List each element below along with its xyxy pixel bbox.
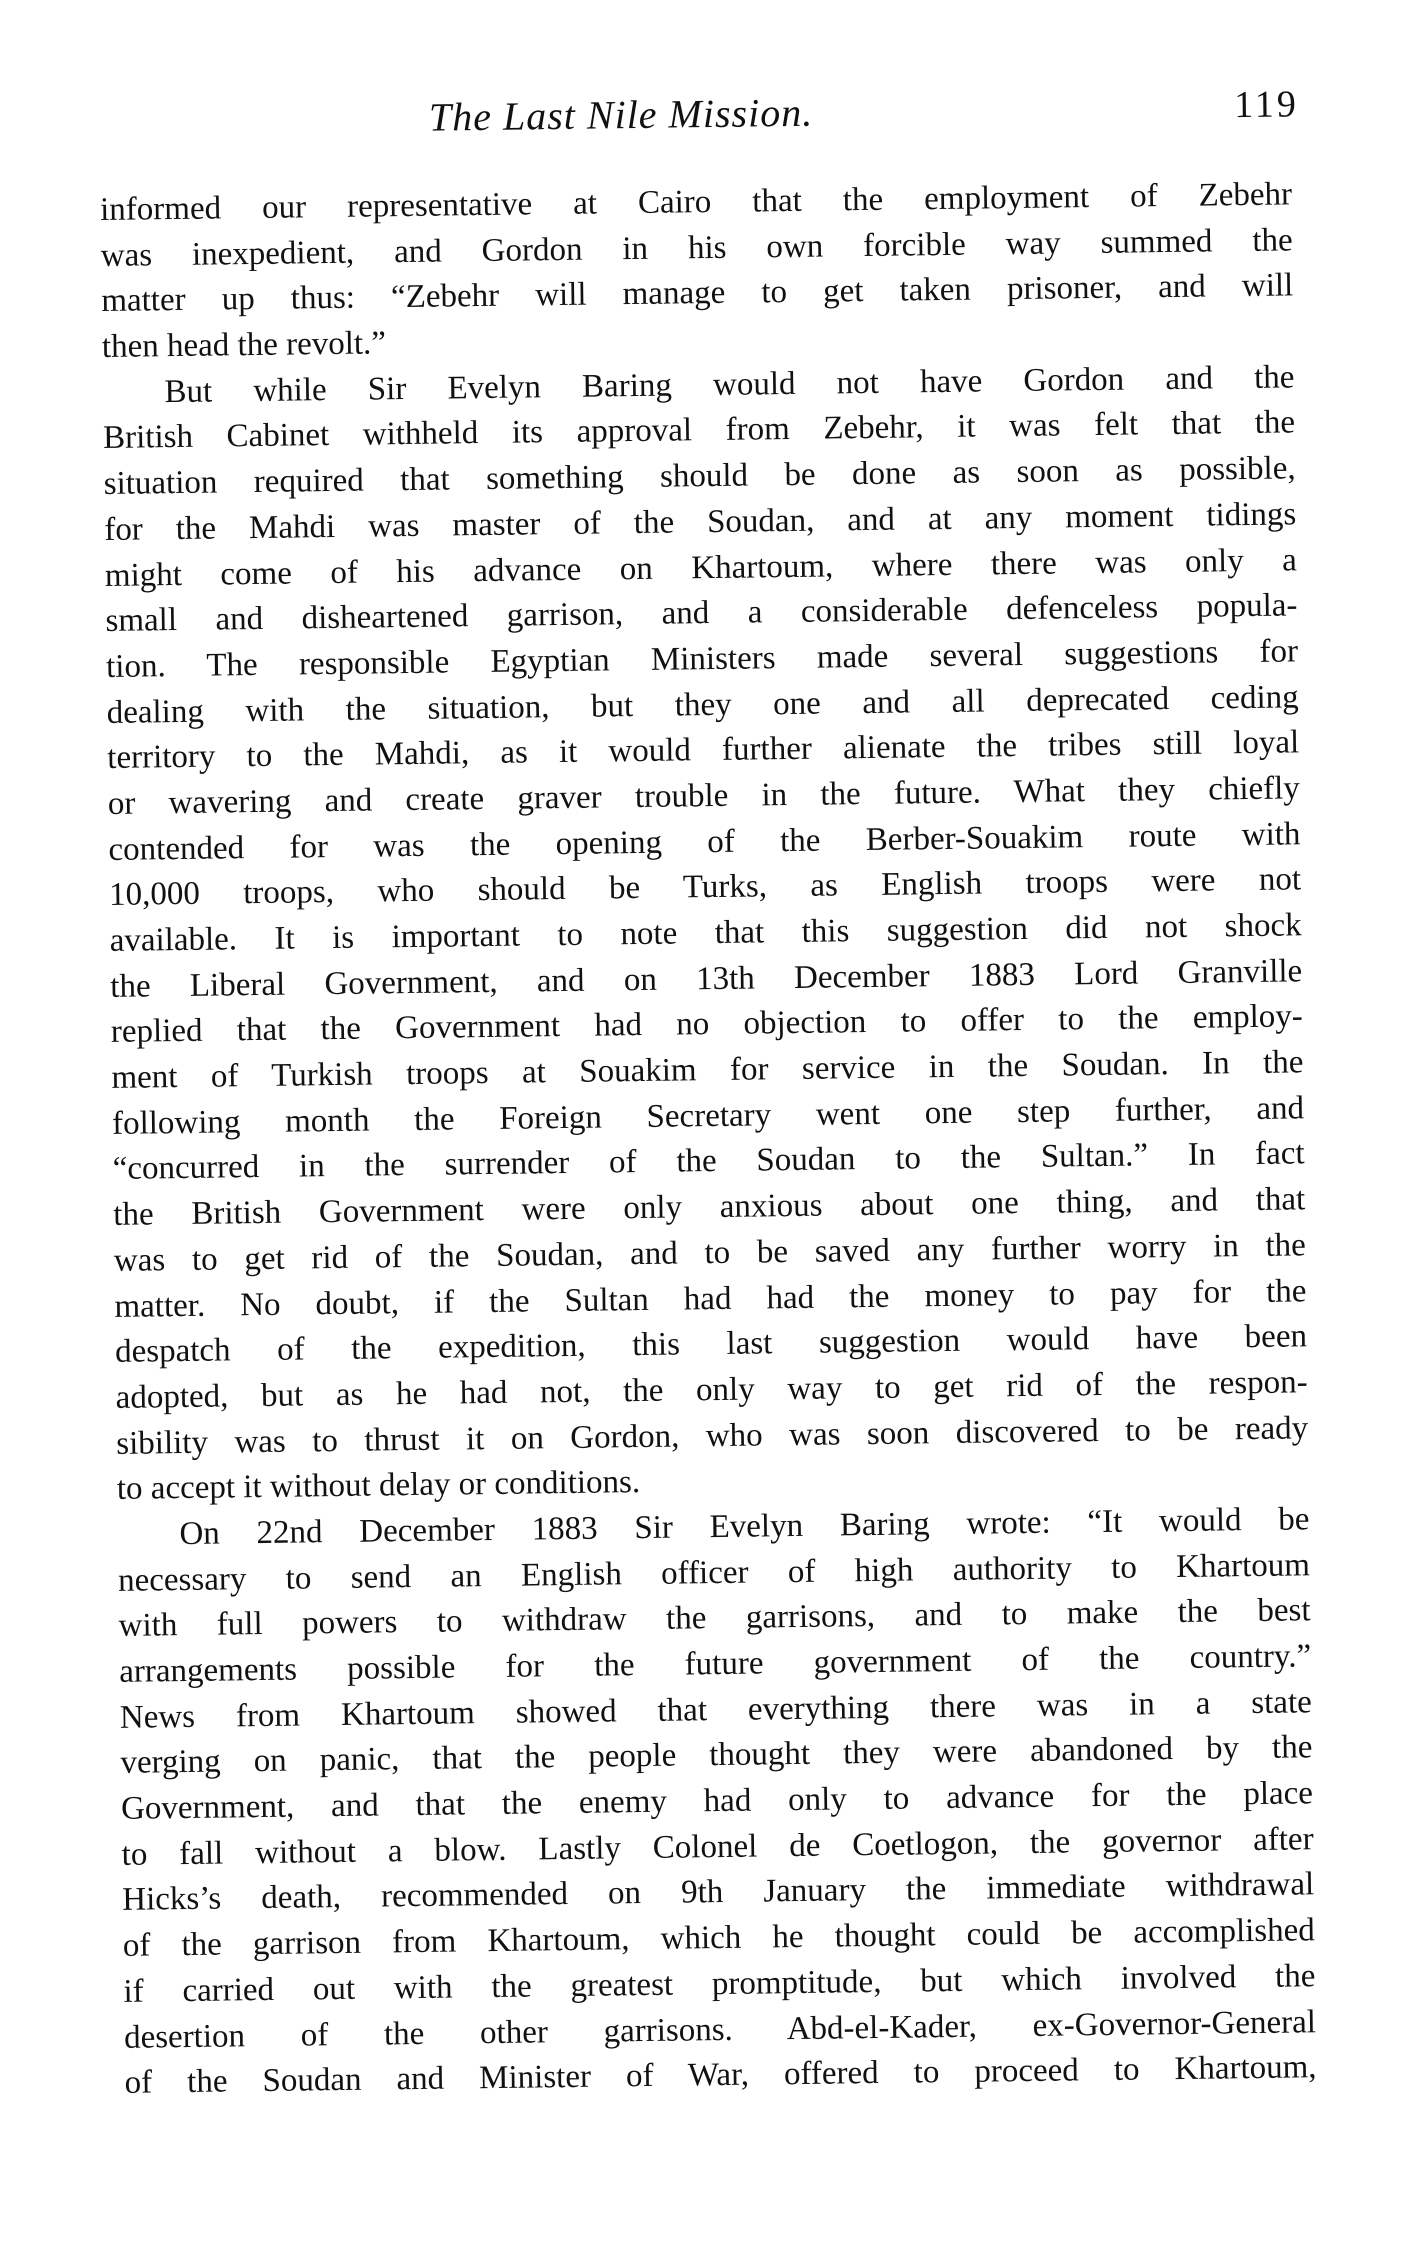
text-line: following month the Foreign Secretary went one step further, and [111, 1090, 1305, 1142]
text-line: contended for was the opening of the Berber-Souakim route with [108, 815, 1301, 868]
text-line: situation required that something should be done as soon as possible, [103, 450, 1296, 503]
text-line: the British Government were only anxious about one thing, and that [113, 1181, 1306, 1234]
text-line: available. It is important to note that this suggestion did not shock [109, 907, 1302, 959]
text-line: or wavering and create graver trouble in the future. What they chiefly [107, 770, 1301, 822]
page-number: 119 [1233, 83, 1300, 127]
text-line: tion. The responsible Egyptian Ministers made several suggestions for [105, 633, 1299, 685]
text-line: But while Sir Evelyn Baring would not have Gordon and the [164, 359, 1295, 410]
text-line: arrangements possible for the future government of the country.” [119, 1638, 1312, 1690]
text-line: matter up thus: “Zebehr will manage to get taken prisoner, and will [101, 267, 1294, 320]
body-text [100, 172, 1317, 2106]
text-line: of the garrison from Khartoum, which he thought could be accomplished [122, 1912, 1315, 1964]
text-line: might come of his advance on Khartoum, where there was only a [104, 541, 1298, 594]
text-line: the Liberal Government, and on 13th December 1883 Lord Granville [110, 953, 1303, 1005]
text-line: territory to the Mahdi, as it would further alienate the tribes still loyal [107, 724, 1300, 777]
text-line: British Cabinet withheld its approval from Zebehr, it was felt that the [102, 404, 1296, 457]
text-line: with full powers to withdraw the garrisons, and to make the best [118, 1592, 1311, 1645]
text-line: informed our representative at Cairo that the employment of Zebehr [99, 176, 1293, 228]
text-line: 10,000 troops, who should be Turks, as English troops were not [108, 861, 1302, 914]
text-line: ment of Turkish troops at Souakim for service in the Soudan. In the [111, 1044, 1304, 1096]
text-line: if carried out with the greatest promptitude, but which involved the [123, 1958, 1316, 2010]
text-line: was inexpedient, and Gordon in his own forcible way summed the [100, 222, 1293, 274]
text-line: Government, and that the enemy had only to advance for the place [120, 1775, 1314, 1827]
text-line: Hicks’s death, recommended on 9th January the immediate withdrawal [122, 1866, 1315, 1919]
text-line: small and disheartened garrison, and a considerable defenceless popula- [105, 587, 1298, 640]
text-line: of the Soudan and Minister of War, offered to proceed to Khartoum, [124, 2049, 1317, 2102]
text-line: verging on panic, that the people thought they were abandoned by the [120, 1729, 1313, 1782]
text-line: matter. No doubt, if the Sultan had had the money to pay for the [114, 1272, 1307, 1325]
text-line: despatch of the expedition, this last suggestion would have been [114, 1318, 1308, 1371]
text-line: then head the revolt.” [101, 325, 387, 366]
text-line: was to get rid of the Soudan, and to be saved any further worry in the [113, 1227, 1307, 1279]
running-title: The Last Nile Mission. [428, 89, 814, 140]
text-line: for the Mahdi was master of the Soudan, and at any moment tidings [104, 496, 1297, 548]
page-header [99, 82, 1300, 148]
text-line: replied that the Government had no objection to offer to the employ- [110, 998, 1304, 1051]
text-line: to fall without a blow. Lastly Colonel de Coetlogon, the governor after [121, 1821, 1314, 1873]
text-line: desertion of the other garrisons. Abd-el-Kader, ex-Governor-General [123, 2003, 1317, 2056]
text-line: News from Khartoum showed that everything there was in a state [119, 1683, 1312, 1736]
text-line: necessary to send an English officer of high authority to Khartoum [117, 1546, 1311, 1599]
text-line: sibility was to thrust it on Gordon, who was soon discovered to be ready [116, 1409, 1309, 1462]
text-line: On 22nd December 1883 Sir Evelyn Baring wrote: “It would be [179, 1501, 1310, 1553]
text-line: adopted, but as he had not, the only way to get rid of the respon- [115, 1364, 1308, 1416]
text-line: to accept it without delay or conditions. [116, 1464, 641, 1508]
text-line: dealing with the situation, but they one and all deprecated ceding [106, 678, 1299, 731]
text-line: “concurred in the surrender of the Soudan to the Sultan.” In fact [112, 1135, 1305, 1188]
